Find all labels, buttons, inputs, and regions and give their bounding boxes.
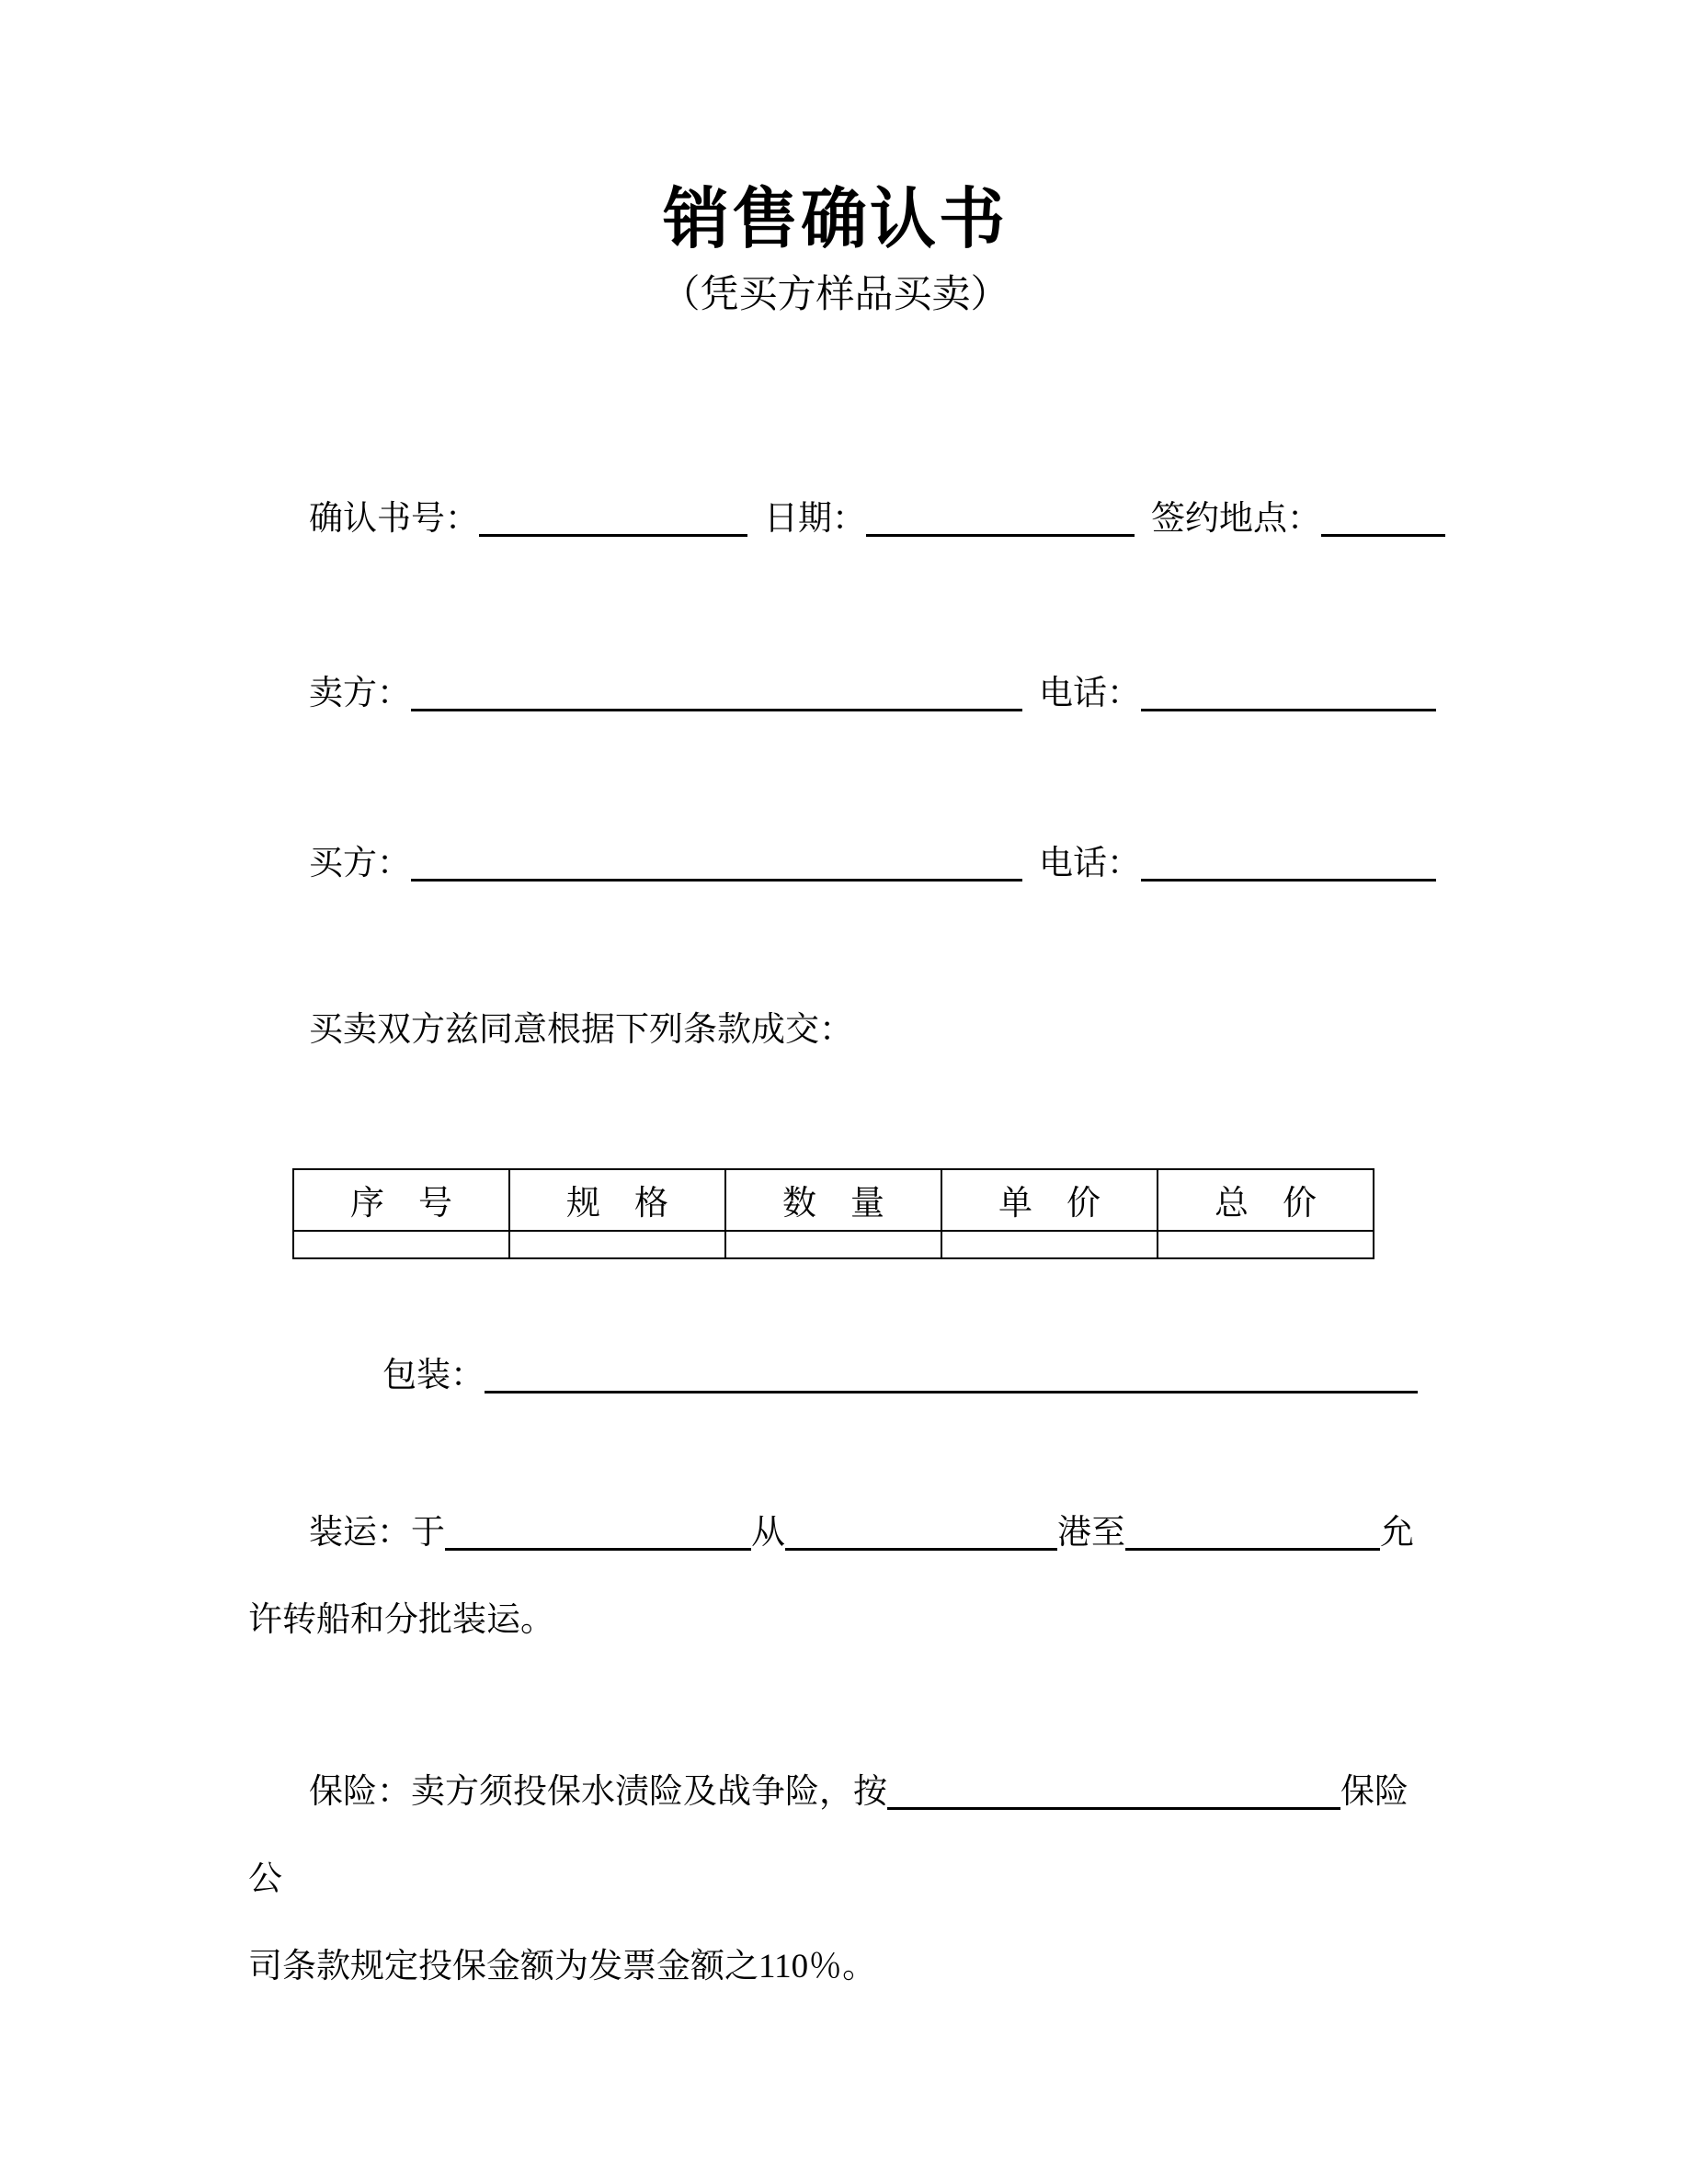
signing-place-blank [1321, 497, 1445, 537]
buyer-label: 买方： [309, 844, 411, 882]
shipment-to-port-blank [1125, 1511, 1380, 1551]
empty-cell-serial-no [293, 1231, 509, 1258]
header-cell-unit-price: 单 价 [941, 1169, 1158, 1231]
insurance-suffix-chars: 保险公 [248, 1772, 1409, 1898]
packing-label: 包装： [382, 1356, 485, 1394]
seller-phone-blank [1141, 672, 1436, 711]
shipment-line2: 许转船和分批装运。 [248, 1600, 554, 1639]
packing-row [248, 1353, 1422, 1399]
header-cell-total-price: 总 价 [1158, 1169, 1374, 1231]
seller-phone-label: 电话： [1039, 674, 1141, 712]
shipment-from-label: 从 [751, 1513, 785, 1552]
header-cell-serial-no: 序 号 [293, 1169, 509, 1231]
signing-place-label: 签约地点： [1151, 499, 1321, 538]
document-subtitle: （凭买方样品买卖） [661, 274, 1009, 317]
date-label: 日期： [764, 499, 866, 538]
buyer-phone-label: 电话： [1039, 844, 1141, 882]
empty-cell-specification [509, 1231, 725, 1258]
date-blank [866, 497, 1135, 537]
spec-table-empty-row [293, 1231, 1374, 1258]
insurance-prefix-label: 保险：卖方须投保水渍险及战争险，按 [309, 1772, 887, 1811]
document-title: 销售确认书 [662, 183, 1008, 256]
seller-row [248, 671, 1422, 717]
seller-label: 卖方： [309, 674, 411, 712]
shipment-date-blank [445, 1511, 751, 1551]
confirmation-no-label: 确认书号： [309, 499, 479, 538]
shipment-prefix-label: 装运：于 [309, 1513, 445, 1552]
buyer-phone-blank [1141, 842, 1436, 882]
insurance-paragraph [248, 1748, 1422, 2010]
empty-cell-total-price [1158, 1231, 1374, 1258]
buyer-row [248, 841, 1422, 887]
spec-table-header-row [293, 1169, 1374, 1231]
buyer-name-blank [411, 842, 1022, 882]
empty-cell-unit-price [941, 1231, 1158, 1258]
shipment-from-port-blank [785, 1511, 1057, 1551]
goods-spec-table [292, 1168, 1374, 1259]
shipment-port-to-label: 港至 [1057, 1513, 1125, 1552]
packing-blank [485, 1354, 1418, 1393]
insurance-line2: 司条款规定投保金额为发票金额之110％。 [248, 1947, 877, 1985]
confirmation-info-row [248, 496, 1422, 542]
seller-name-blank [411, 672, 1022, 711]
agreement-sentence: 买卖双方兹同意根据下列条款成交： [309, 1010, 853, 1049]
shipment-suffix-char: 允 [1380, 1513, 1414, 1552]
header-cell-specification: 规 格 [509, 1169, 725, 1231]
shipment-paragraph [248, 1489, 1422, 1664]
empty-cell-quantity [725, 1231, 941, 1258]
confirmation-no-blank [479, 497, 747, 537]
insurance-company-blank [887, 1770, 1340, 1810]
header-cell-quantity: 数 量 [725, 1169, 941, 1231]
